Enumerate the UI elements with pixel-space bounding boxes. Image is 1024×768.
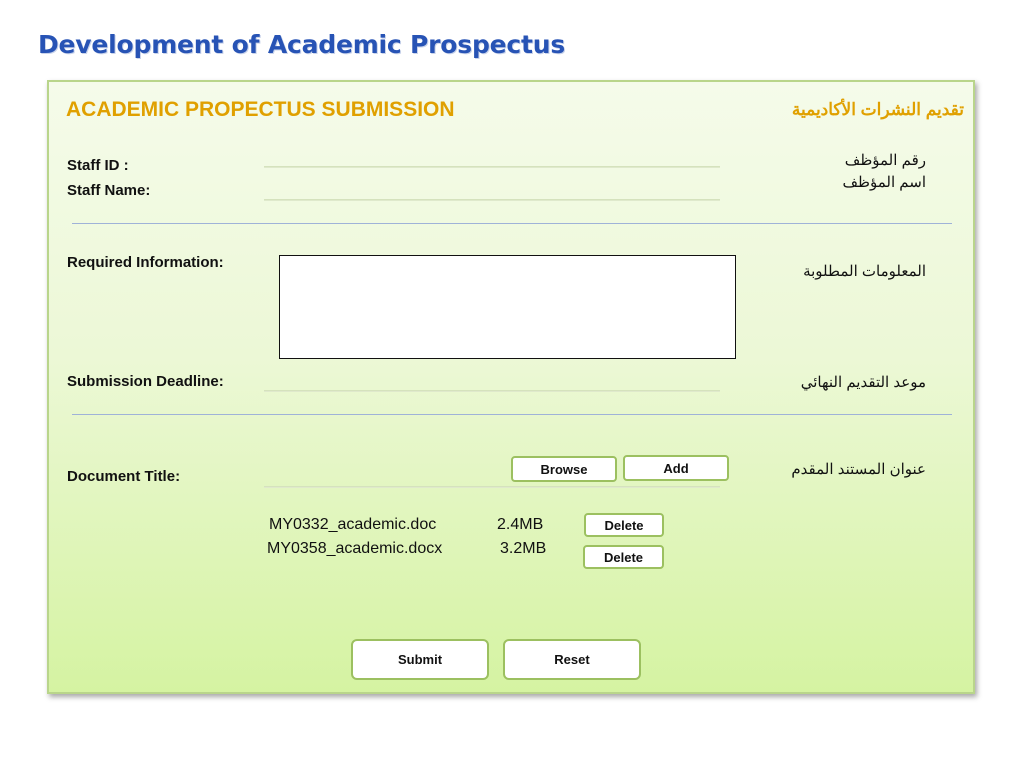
staff-name-field[interactable] — [264, 199, 720, 201]
deadline-field[interactable] — [264, 390, 720, 392]
staff-id-field[interactable] — [264, 166, 720, 168]
file-size: 3.2MB — [500, 540, 547, 557]
section-divider — [72, 414, 952, 415]
staff-name-label: Staff Name: — [67, 182, 151, 199]
file-name: MY0332_academic.doc — [269, 516, 437, 533]
delete-file-button[interactable]: Delete — [584, 513, 664, 537]
doc-title-label-arabic: عنوان المستند المقدم — [791, 461, 926, 478]
delete-file-button[interactable]: Delete — [583, 545, 664, 569]
deadline-label-arabic: موعد التقديم النهائي — [800, 374, 926, 391]
form-title-arabic: تقديم النشرات الأكاديمية — [791, 100, 964, 119]
submit-button[interactable]: Submit — [351, 639, 489, 680]
doc-title-label: Document Title: — [67, 468, 181, 485]
doc-title-field[interactable] — [264, 486, 720, 488]
required-info-textarea[interactable] — [279, 255, 736, 359]
file-name: MY0358_academic.docx — [267, 540, 443, 557]
form-title: ACADEMIC PROPECTUS SUBMISSION — [66, 98, 455, 121]
staff-id-label-arabic: رقم المؤظف — [844, 152, 926, 169]
required-info-label-arabic: المعلومات المطلوبة — [803, 263, 926, 280]
browse-button[interactable]: Browse — [511, 456, 617, 482]
section-divider — [72, 223, 952, 224]
reset-button[interactable]: Reset — [503, 639, 641, 680]
deadline-label: Submission Deadline: — [67, 373, 224, 390]
add-button[interactable]: Add — [623, 455, 729, 481]
staff-name-label-arabic: اسم المؤظف — [842, 174, 926, 191]
required-info-label: Required Information: — [67, 254, 224, 271]
file-size: 2.4MB — [497, 516, 544, 533]
slide-title: Development of Academic Prospectus — [38, 30, 566, 59]
staff-id-label: Staff ID : — [67, 157, 129, 174]
